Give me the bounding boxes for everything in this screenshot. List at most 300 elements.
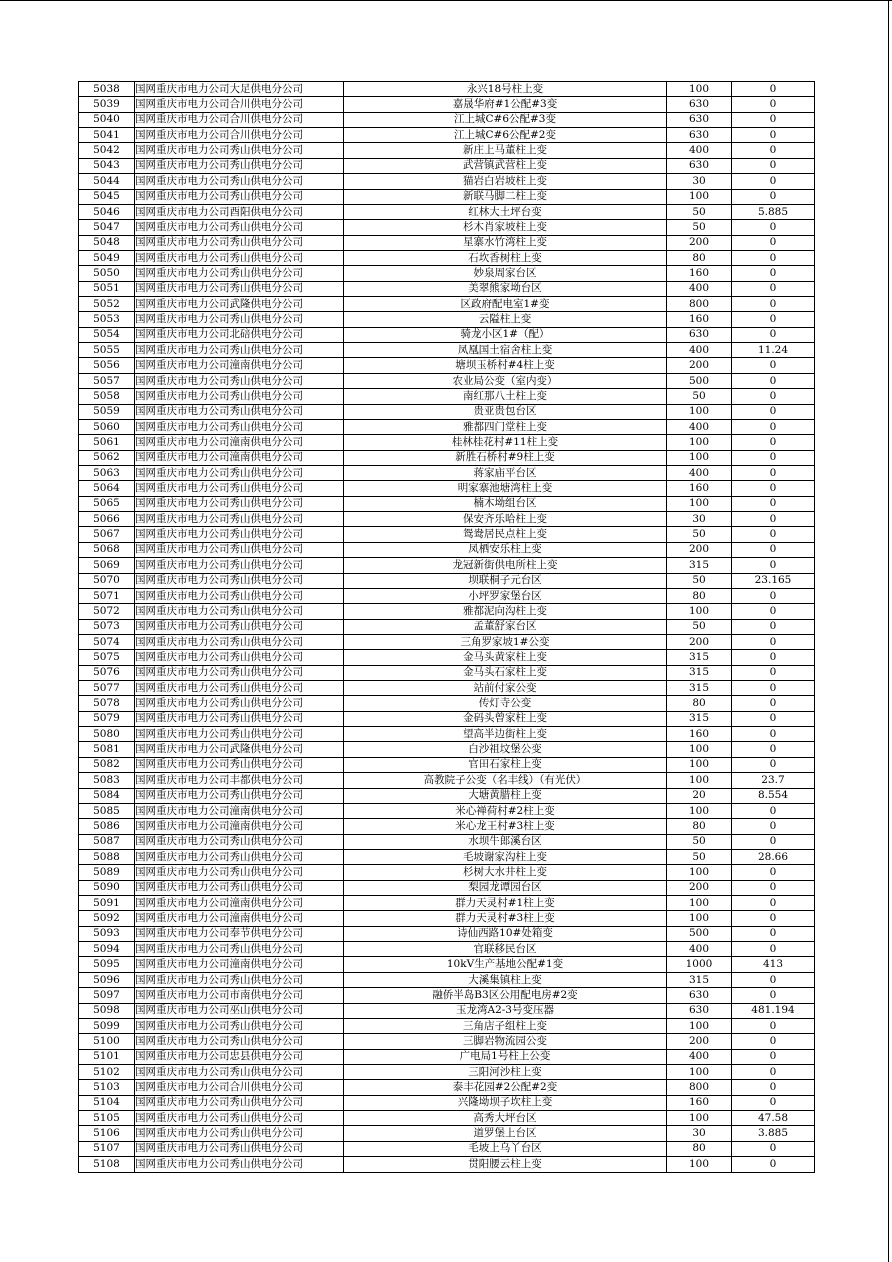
measured-value-cell: 47.58 <box>732 1111 815 1126</box>
capacity-value-cell: 50 <box>667 204 732 219</box>
row-number-cell: 5093 <box>79 926 135 941</box>
capacity-value-cell: 50 <box>667 220 732 235</box>
capacity-value-cell: 400 <box>667 942 732 957</box>
row-number-cell: 5058 <box>79 389 135 404</box>
company-name-cell: 国网重庆市电力公司秀山供电分公司 <box>135 711 344 726</box>
capacity-value-cell: 100 <box>667 496 732 511</box>
row-number-cell: 5095 <box>79 957 135 972</box>
transformer-name-cell: 杉树大水井柱上变 <box>344 865 667 880</box>
measured-value-cell: 0 <box>732 665 815 680</box>
transformer-name-cell: 传灯寺公变 <box>344 696 667 711</box>
company-name-cell: 国网重庆市电力公司秀山供电分公司 <box>135 573 344 588</box>
table-row <box>79 588 815 603</box>
row-number-cell: 5096 <box>79 972 135 987</box>
row-number-cell: 5047 <box>79 220 135 235</box>
measured-value-cell: 0 <box>732 819 815 834</box>
company-name-cell: 国网重庆市电力公司秀山供电分公司 <box>135 143 344 158</box>
capacity-value-cell: 80 <box>667 1141 732 1156</box>
measured-value-cell: 0 <box>732 880 815 895</box>
row-number-cell: 5045 <box>79 189 135 204</box>
capacity-value-cell: 630 <box>667 128 732 143</box>
transformer-name-cell: 南红那八土柱上变 <box>344 389 667 404</box>
table-row <box>79 711 815 726</box>
company-name-cell: 国网重庆市电力公司秀山供电分公司 <box>135 588 344 603</box>
company-name-cell: 国网重庆市电力公司合川供电分公司 <box>135 97 344 112</box>
transformer-name-cell: 米心龙王村#3柱上变 <box>344 819 667 834</box>
table-row <box>79 204 815 219</box>
row-number-cell: 5086 <box>79 819 135 834</box>
transformer-name-cell: 广电局1号柱上公变 <box>344 1049 667 1064</box>
row-number-cell: 5063 <box>79 465 135 480</box>
transformer-name-cell: 杉木肖家坡柱上变 <box>344 220 667 235</box>
row-number-cell: 5094 <box>79 942 135 957</box>
capacity-value-cell: 50 <box>667 834 732 849</box>
table-row <box>79 112 815 127</box>
company-name-cell: 国网重庆市电力公司秀山供电分公司 <box>135 220 344 235</box>
row-number-cell: 5091 <box>79 896 135 911</box>
company-name-cell: 国网重庆市电力公司秀山供电分公司 <box>135 542 344 557</box>
capacity-value-cell: 100 <box>667 1111 732 1126</box>
transformer-name-cell: 雅都泥向沟柱上变 <box>344 604 667 619</box>
company-name-cell: 国网重庆市电力公司潼南供电分公司 <box>135 957 344 972</box>
company-name-cell: 国网重庆市电力公司秀山供电分公司 <box>135 1141 344 1156</box>
table-row <box>79 1049 815 1064</box>
table-row <box>79 650 815 665</box>
table-row <box>79 297 815 312</box>
table-row <box>79 665 815 680</box>
table-row <box>79 97 815 112</box>
capacity-value-cell: 800 <box>667 297 732 312</box>
company-name-cell: 国网重庆市电力公司大足供电分公司 <box>135 82 344 97</box>
measured-value-cell: 0 <box>732 404 815 419</box>
row-number-cell: 5062 <box>79 450 135 465</box>
transformer-name-cell: 官田石家柱上变 <box>344 757 667 772</box>
transformer-name-cell: 龙冠新街供电所柱上变 <box>344 558 667 573</box>
table-row <box>79 143 815 158</box>
capacity-value-cell: 50 <box>667 389 732 404</box>
capacity-value-cell: 100 <box>667 865 732 880</box>
table-row <box>79 696 815 711</box>
table-row <box>79 926 815 941</box>
capacity-value-cell: 80 <box>667 696 732 711</box>
table-row <box>79 419 815 434</box>
table-row <box>79 189 815 204</box>
company-name-cell: 国网重庆市电力公司秀山供电分公司 <box>135 696 344 711</box>
transformer-name-cell: 贯阳腰云柱上变 <box>344 1157 667 1172</box>
transformer-name-cell: 嘉晟华府#1公配#3变 <box>344 97 667 112</box>
company-name-cell: 国网重庆市电力公司秀山供电分公司 <box>135 235 344 250</box>
capacity-value-cell: 30 <box>667 1126 732 1141</box>
measured-value-cell: 0 <box>732 450 815 465</box>
capacity-value-cell: 160 <box>667 312 732 327</box>
table-row <box>79 1157 815 1172</box>
table-row <box>79 358 815 373</box>
table-row <box>79 1095 815 1110</box>
table-row <box>79 849 815 864</box>
company-name-cell: 国网重庆市电力公司秀山供电分公司 <box>135 404 344 419</box>
table-row <box>79 542 815 557</box>
company-name-cell: 国网重庆市电力公司秀山供电分公司 <box>135 681 344 696</box>
transformer-name-cell: 兴隆坳坝子坎柱上变 <box>344 1095 667 1110</box>
measured-value-cell: 0 <box>732 358 815 373</box>
capacity-value-cell: 400 <box>667 465 732 480</box>
table-row <box>79 1034 815 1049</box>
capacity-value-cell: 20 <box>667 788 732 803</box>
measured-value-cell: 0 <box>732 619 815 634</box>
table-row <box>79 496 815 511</box>
company-name-cell: 国网重庆市电力公司秀山供电分公司 <box>135 619 344 634</box>
row-number-cell: 5087 <box>79 834 135 849</box>
table-row <box>79 450 815 465</box>
company-name-cell: 国网重庆市电力公司秀山供电分公司 <box>135 389 344 404</box>
transformer-name-cell: 江上城C#6公配#2变 <box>344 128 667 143</box>
transformer-name-cell: 明家寨池塘湾柱上变 <box>344 481 667 496</box>
transformer-name-cell: 永兴18号柱上变 <box>344 82 667 97</box>
table-row <box>79 558 815 573</box>
measured-value-cell: 481.194 <box>732 1003 815 1018</box>
measured-value-cell: 0 <box>732 112 815 127</box>
row-number-cell: 5068 <box>79 542 135 557</box>
table-row <box>79 312 815 327</box>
company-name-cell: 国网重庆市电力公司秀山供电分公司 <box>135 512 344 527</box>
transformer-name-cell: 泰丰花园#2公配#2变 <box>344 1080 667 1095</box>
capacity-value-cell: 400 <box>667 281 732 296</box>
table-row <box>79 911 815 926</box>
measured-value-cell: 0 <box>732 911 815 926</box>
capacity-value-cell: 315 <box>667 665 732 680</box>
company-name-cell: 国网重庆市电力公司秀山供电分公司 <box>135 1126 344 1141</box>
row-number-cell: 5104 <box>79 1095 135 1110</box>
capacity-value-cell: 400 <box>667 419 732 434</box>
transformer-name-cell: 金马头石家柱上变 <box>344 665 667 680</box>
row-number-cell: 5076 <box>79 665 135 680</box>
measured-value-cell: 0 <box>732 742 815 757</box>
capacity-value-cell: 50 <box>667 619 732 634</box>
company-name-cell: 国网重庆市电力公司潼南供电分公司 <box>135 896 344 911</box>
measured-value-cell: 0 <box>732 435 815 450</box>
company-name-cell: 国网重庆市电力公司潼南供电分公司 <box>135 819 344 834</box>
transformer-name-cell: 小坪罗家堡台区 <box>344 588 667 603</box>
table-row <box>79 512 815 527</box>
table-row <box>79 174 815 189</box>
company-name-cell: 国网重庆市电力公司秀山供电分公司 <box>135 558 344 573</box>
capacity-value-cell: 100 <box>667 803 732 818</box>
table-row <box>79 250 815 265</box>
row-number-cell: 5081 <box>79 742 135 757</box>
company-name-cell: 国网重庆市电力公司秀山供电分公司 <box>135 880 344 895</box>
company-name-cell: 国网重庆市电力公司秀山供电分公司 <box>135 788 344 803</box>
measured-value-cell: 0 <box>732 926 815 941</box>
capacity-value-cell: 630 <box>667 158 732 173</box>
row-number-cell: 5052 <box>79 297 135 312</box>
transformer-name-cell: 坝联桐子元台区 <box>344 573 667 588</box>
measured-value-cell: 0 <box>732 1018 815 1033</box>
transformer-name-cell: 三阳河沙柱上变 <box>344 1065 667 1080</box>
row-number-cell: 5046 <box>79 204 135 219</box>
table-row <box>79 988 815 1003</box>
capacity-value-cell: 200 <box>667 235 732 250</box>
table-row <box>79 788 815 803</box>
row-number-cell: 5056 <box>79 358 135 373</box>
company-name-cell: 国网重庆市电力公司巫山供电分公司 <box>135 1003 344 1018</box>
measured-value-cell: 0 <box>732 512 815 527</box>
capacity-value-cell: 630 <box>667 112 732 127</box>
transformer-name-cell: 诗仙西路10#处箱变 <box>344 926 667 941</box>
table-row <box>79 803 815 818</box>
measured-value-cell: 0 <box>732 1080 815 1095</box>
measured-value-cell: 0 <box>732 696 815 711</box>
capacity-value-cell: 100 <box>667 911 732 926</box>
transformer-name-cell: 水坝牛郎溪台区 <box>344 834 667 849</box>
row-number-cell: 5079 <box>79 711 135 726</box>
row-number-cell: 5043 <box>79 158 135 173</box>
transformer-name-cell: 鸳鸯居民点柱上变 <box>344 527 667 542</box>
row-number-cell: 5077 <box>79 681 135 696</box>
transformer-name-cell: 凤栖安乐柱上变 <box>344 542 667 557</box>
capacity-value-cell: 100 <box>667 757 732 772</box>
company-name-cell: 国网重庆市电力公司秀山供电分公司 <box>135 942 344 957</box>
company-name-cell: 国网重庆市电力公司奉节供电分公司 <box>135 926 344 941</box>
table-row <box>79 158 815 173</box>
company-name-cell: 国网重庆市电力公司秀山供电分公司 <box>135 373 344 388</box>
table-row <box>79 957 815 972</box>
measured-value-cell: 0 <box>732 650 815 665</box>
table-row <box>79 1080 815 1095</box>
capacity-value-cell: 50 <box>667 527 732 542</box>
capacity-value-cell: 315 <box>667 681 732 696</box>
capacity-value-cell: 1000 <box>667 957 732 972</box>
row-number-cell: 5085 <box>79 803 135 818</box>
row-number-cell: 5078 <box>79 696 135 711</box>
transformer-name-cell: 官联移民台区 <box>344 942 667 957</box>
page-right-border <box>888 0 889 1262</box>
capacity-value-cell: 200 <box>667 634 732 649</box>
row-number-cell: 5101 <box>79 1049 135 1064</box>
transformer-name-cell: 新庄上马董柱上变 <box>344 143 667 158</box>
transformer-name-cell: 云隘柱上变 <box>344 312 667 327</box>
measured-value-cell: 413 <box>732 957 815 972</box>
measured-value-cell: 11.24 <box>732 343 815 358</box>
capacity-value-cell: 100 <box>667 1065 732 1080</box>
row-number-cell: 5075 <box>79 650 135 665</box>
transformer-name-cell: 融侨半岛B3区公用配电房#2变 <box>344 988 667 1003</box>
capacity-value-cell: 200 <box>667 880 732 895</box>
capacity-value-cell: 630 <box>667 97 732 112</box>
row-number-cell: 5067 <box>79 527 135 542</box>
company-name-cell: 国网重庆市电力公司秀山供电分公司 <box>135 727 344 742</box>
company-name-cell: 国网重庆市电力公司秀山供电分公司 <box>135 1157 344 1172</box>
capacity-value-cell: 50 <box>667 573 732 588</box>
transformer-name-cell: 群力天灵村#1柱上变 <box>344 896 667 911</box>
measured-value-cell: 0 <box>732 542 815 557</box>
company-name-cell: 国网重庆市电力公司秀山供电分公司 <box>135 604 344 619</box>
capacity-value-cell: 80 <box>667 588 732 603</box>
measured-value-cell: 0 <box>732 988 815 1003</box>
transformer-name-cell: 站前付家公变 <box>344 681 667 696</box>
row-number-cell: 5103 <box>79 1080 135 1095</box>
row-number-cell: 5072 <box>79 604 135 619</box>
row-number-cell: 5073 <box>79 619 135 634</box>
table-row <box>79 573 815 588</box>
row-number-cell: 5055 <box>79 343 135 358</box>
transformer-name-cell: 高秀大坪台区 <box>344 1111 667 1126</box>
transformer-name-cell: 高教院子公变（名丰线）（有光伏） <box>344 773 667 788</box>
transformer-name-cell: 梨园龙谭园台区 <box>344 880 667 895</box>
measured-value-cell: 0 <box>732 419 815 434</box>
capacity-value-cell: 100 <box>667 450 732 465</box>
row-number-cell: 5084 <box>79 788 135 803</box>
transformer-name-cell: 凤凰国土宿舍柱上变 <box>344 343 667 358</box>
measured-value-cell: 8.554 <box>732 788 815 803</box>
company-name-cell: 国网重庆市电力公司丰都供电分公司 <box>135 773 344 788</box>
measured-value-cell: 23.165 <box>732 573 815 588</box>
row-number-cell: 5088 <box>79 849 135 864</box>
transformer-name-cell: 塘坝玉桥村#4柱上变 <box>344 358 667 373</box>
table-row <box>79 404 815 419</box>
company-name-cell: 国网重庆市电力公司秀山供电分公司 <box>135 158 344 173</box>
table-body <box>79 82 815 1173</box>
capacity-value-cell: 630 <box>667 327 732 342</box>
row-number-cell: 5039 <box>79 97 135 112</box>
measured-value-cell: 0 <box>732 389 815 404</box>
table-row <box>79 235 815 250</box>
transformer-name-cell: 雅都四门堂柱上变 <box>344 419 667 434</box>
transformer-name-cell: 三角罗家坡1#公变 <box>344 634 667 649</box>
capacity-value-cell: 100 <box>667 404 732 419</box>
table-row <box>79 373 815 388</box>
table-row <box>79 880 815 895</box>
page-top-border <box>0 0 892 1</box>
capacity-value-cell: 100 <box>667 189 732 204</box>
table-row <box>79 1141 815 1156</box>
table-row <box>79 220 815 235</box>
row-number-cell: 5040 <box>79 112 135 127</box>
company-name-cell: 国网重庆市电力公司秀山供电分公司 <box>135 250 344 265</box>
measured-value-cell: 0 <box>732 1157 815 1172</box>
row-number-cell: 5089 <box>79 865 135 880</box>
row-number-cell: 5059 <box>79 404 135 419</box>
company-name-cell: 国网重庆市电力公司潼南供电分公司 <box>135 803 344 818</box>
row-number-cell: 5064 <box>79 481 135 496</box>
table-row <box>79 327 815 342</box>
table-row <box>79 82 815 97</box>
transformer-name-cell: 妙泉周家台区 <box>344 266 667 281</box>
capacity-value-cell: 400 <box>667 143 732 158</box>
row-number-cell: 5041 <box>79 128 135 143</box>
measured-value-cell: 0 <box>732 1095 815 1110</box>
row-number-cell: 5080 <box>79 727 135 742</box>
measured-value-cell: 0 <box>732 174 815 189</box>
table-row <box>79 1126 815 1141</box>
table-row <box>79 972 815 987</box>
company-name-cell: 国网重庆市电力公司秀山供电分公司 <box>135 189 344 204</box>
measured-value-cell: 0 <box>732 604 815 619</box>
company-name-cell: 国网重庆市电力公司秀山供电分公司 <box>135 1095 344 1110</box>
measured-value-cell: 0 <box>732 220 815 235</box>
measured-value-cell: 0 <box>732 281 815 296</box>
capacity-value-cell: 30 <box>667 512 732 527</box>
measured-value-cell: 0 <box>732 327 815 342</box>
measured-value-cell: 0 <box>732 896 815 911</box>
capacity-value-cell: 400 <box>667 1049 732 1064</box>
measured-value-cell: 0 <box>732 481 815 496</box>
measured-value-cell: 0 <box>732 297 815 312</box>
company-name-cell: 国网重庆市电力公司潼南供电分公司 <box>135 911 344 926</box>
transformer-name-cell: 石坎香树柱上变 <box>344 250 667 265</box>
table-row <box>79 619 815 634</box>
capacity-value-cell: 315 <box>667 650 732 665</box>
capacity-value-cell: 100 <box>667 435 732 450</box>
transformer-name-cell: 江上城C#6公配#3变 <box>344 112 667 127</box>
company-name-cell: 国网重庆市电力公司秀山供电分公司 <box>135 465 344 480</box>
company-name-cell: 国网重庆市电力公司秀山供电分公司 <box>135 665 344 680</box>
measured-value-cell: 0 <box>732 158 815 173</box>
company-name-cell: 国网重庆市电力公司秀山供电分公司 <box>135 419 344 434</box>
transformer-name-cell: 白沙祖坟堡公变 <box>344 742 667 757</box>
transformer-name-cell: 楠木坳组台区 <box>344 496 667 511</box>
measured-value-cell: 28.66 <box>732 849 815 864</box>
capacity-value-cell: 160 <box>667 1095 732 1110</box>
row-number-cell: 5108 <box>79 1157 135 1172</box>
transformer-name-cell: 大塘黄腊柱上变 <box>344 788 667 803</box>
transformer-name-cell: 大溪集镇柱上变 <box>344 972 667 987</box>
measured-value-cell: 0 <box>732 942 815 957</box>
transformer-name-cell: 金马头黄家柱上变 <box>344 650 667 665</box>
capacity-value-cell: 100 <box>667 82 732 97</box>
row-number-cell: 5049 <box>79 250 135 265</box>
row-number-cell: 5098 <box>79 1003 135 1018</box>
company-name-cell: 国网重庆市电力公司秀山供电分公司 <box>135 849 344 864</box>
company-name-cell: 国网重庆市电力公司北碚供电分公司 <box>135 327 344 342</box>
company-name-cell: 国网重庆市电力公司秀山供电分公司 <box>135 634 344 649</box>
table-row <box>79 727 815 742</box>
transformer-name-cell: 新胜石桥村#9柱上变 <box>344 450 667 465</box>
company-name-cell: 国网重庆市电力公司秀山供电分公司 <box>135 281 344 296</box>
transformer-name-cell: 区政府配电室1#变 <box>344 297 667 312</box>
table-row <box>79 942 815 957</box>
row-number-cell: 5092 <box>79 911 135 926</box>
row-number-cell: 5044 <box>79 174 135 189</box>
capacity-value-cell: 630 <box>667 1003 732 1018</box>
table-row <box>79 1003 815 1018</box>
table-row <box>79 773 815 788</box>
company-name-cell: 国网重庆市电力公司秀山供电分公司 <box>135 1065 344 1080</box>
table-row <box>79 128 815 143</box>
table-row <box>79 1111 815 1126</box>
capacity-value-cell: 315 <box>667 972 732 987</box>
capacity-value-cell: 160 <box>667 727 732 742</box>
capacity-value-cell: 100 <box>667 742 732 757</box>
company-name-cell: 国网重庆市电力公司秀山供电分公司 <box>135 1018 344 1033</box>
transformer-name-cell: 10kV生产基地公配#1变 <box>344 957 667 972</box>
company-name-cell: 国网重庆市电力公司市南供电分公司 <box>135 988 344 1003</box>
measured-value-cell: 0 <box>732 1141 815 1156</box>
measured-value-cell: 0 <box>732 865 815 880</box>
table-row <box>79 834 815 849</box>
row-number-cell: 5102 <box>79 1065 135 1080</box>
measured-value-cell: 0 <box>732 634 815 649</box>
company-name-cell: 国网重庆市电力公司酉阳供电分公司 <box>135 204 344 219</box>
transformer-name-cell: 玉龙湾A2-3号变压器 <box>344 1003 667 1018</box>
company-name-cell: 国网重庆市电力公司秀山供电分公司 <box>135 1111 344 1126</box>
table-row <box>79 465 815 480</box>
measured-value-cell: 0 <box>732 803 815 818</box>
transformer-name-cell: 骑龙小区1#（配） <box>344 327 667 342</box>
measured-value-cell: 0 <box>732 143 815 158</box>
transformer-name-cell: 农业局公变（室内变） <box>344 373 667 388</box>
transformer-name-cell: 三脚岩物流园公变 <box>344 1034 667 1049</box>
row-number-cell: 5099 <box>79 1018 135 1033</box>
